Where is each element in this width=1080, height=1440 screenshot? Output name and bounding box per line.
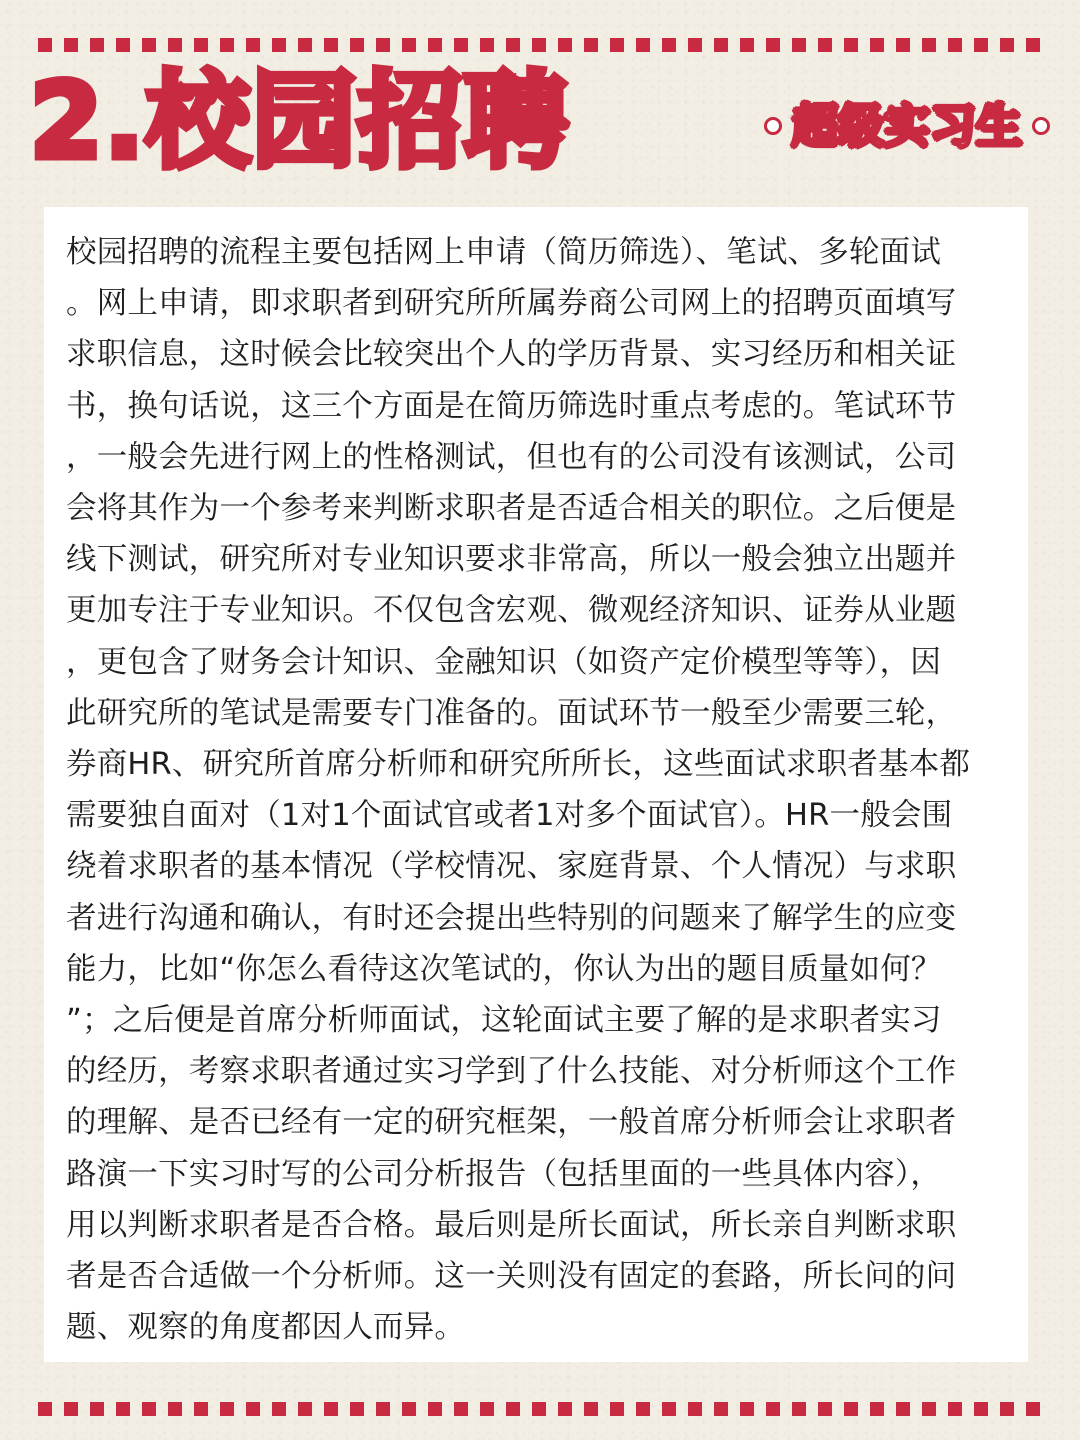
text-line: 更加专注于专业知识。不仅包含宏观、微观经济知识、证券从业题 xyxy=(66,593,957,629)
bottom-dashed-border xyxy=(38,1402,1048,1416)
text-line: 券商HR、研究所首席分析师和研究所所长，这些面试求职者基本都 xyxy=(66,747,971,783)
text-line: 此研究所的笔试是需要专门准备的。面试环节一般至少需要三轮， xyxy=(66,695,957,731)
text-line: 会将其作为一个参考来判断求职者是否适合相关的职位。之后便是 xyxy=(66,491,957,527)
text-line: 需要独自面对（1对1个面试官或者1对多个面试官）。HR一般会围 xyxy=(66,798,953,834)
right-dot-icon xyxy=(1032,117,1050,135)
page-title-outline: 2.校园招聘 xyxy=(30,60,570,182)
text-line: 用以判断求职者是否合格。最后则是所长面试，所长亲自判断求职 xyxy=(66,1207,957,1243)
text-line: 能力，比如“你怎么看待这次笔试的，你认为出的题目质量如何？ xyxy=(66,951,942,987)
text-line: 线下测试，研究所对专业知识要求非常高，所以一般会独立出题并 xyxy=(66,542,957,578)
brand-name: 超级实习生 xyxy=(792,99,1022,153)
body-text xyxy=(66,227,1008,1353)
text-line: 求职信息，这时候会比较突出个人的学历背景、实习经历和相关证 xyxy=(66,337,957,373)
text-line: 者进行沟通和确认，有时还会提出些特别的问题来了解学生的应变 xyxy=(66,900,957,936)
brand-tag xyxy=(764,96,1050,156)
text-line: 的经历，考察求职者通过实习学到了什么技能、对分析师这个工作 xyxy=(66,1054,957,1090)
text-line: 题、观察的角度都因人而异。 xyxy=(66,1310,466,1346)
top-dashed-border xyxy=(38,38,1048,52)
text-line: ，一般会先进行网上的性格测试，但也有的公司没有该测试，公司 xyxy=(66,439,957,475)
text-line: ，更包含了财务会计知识、金融知识（如资产定价模型等等），因 xyxy=(66,644,942,680)
text-line: 路演一下实习时写的公司分析报告（包括里面的一些具体内容）， xyxy=(66,1156,942,1192)
text-line: ”；之后便是首席分析师面试，这轮面试主要了解的是求职者实习 xyxy=(66,1003,942,1039)
text-line: 校园招聘的流程主要包括网上申请（简历筛选）、笔试、多轮面试 xyxy=(66,235,942,270)
left-dot-icon xyxy=(764,117,782,135)
content-card xyxy=(44,207,1028,1362)
page-title xyxy=(30,56,570,186)
text-line: 绕着求职者的基本情况（学校情况、家庭背景、个人情况）与求职 xyxy=(66,849,957,885)
text-line: 的理解、是否已经有一定的研究框架，一般首席分析师会让求职者 xyxy=(66,1105,957,1141)
text-line: 书，换句话说，这三个方面是在简历筛选时重点考虑的。笔试环节 xyxy=(66,388,957,424)
text-line: 。网上申请，即求职者到研究所所属券商公司网上的招聘页面填写 xyxy=(66,286,957,322)
text-line: 者是否合适做一个分析师。这一关则没有固定的套路，所长问的问 xyxy=(66,1259,957,1295)
